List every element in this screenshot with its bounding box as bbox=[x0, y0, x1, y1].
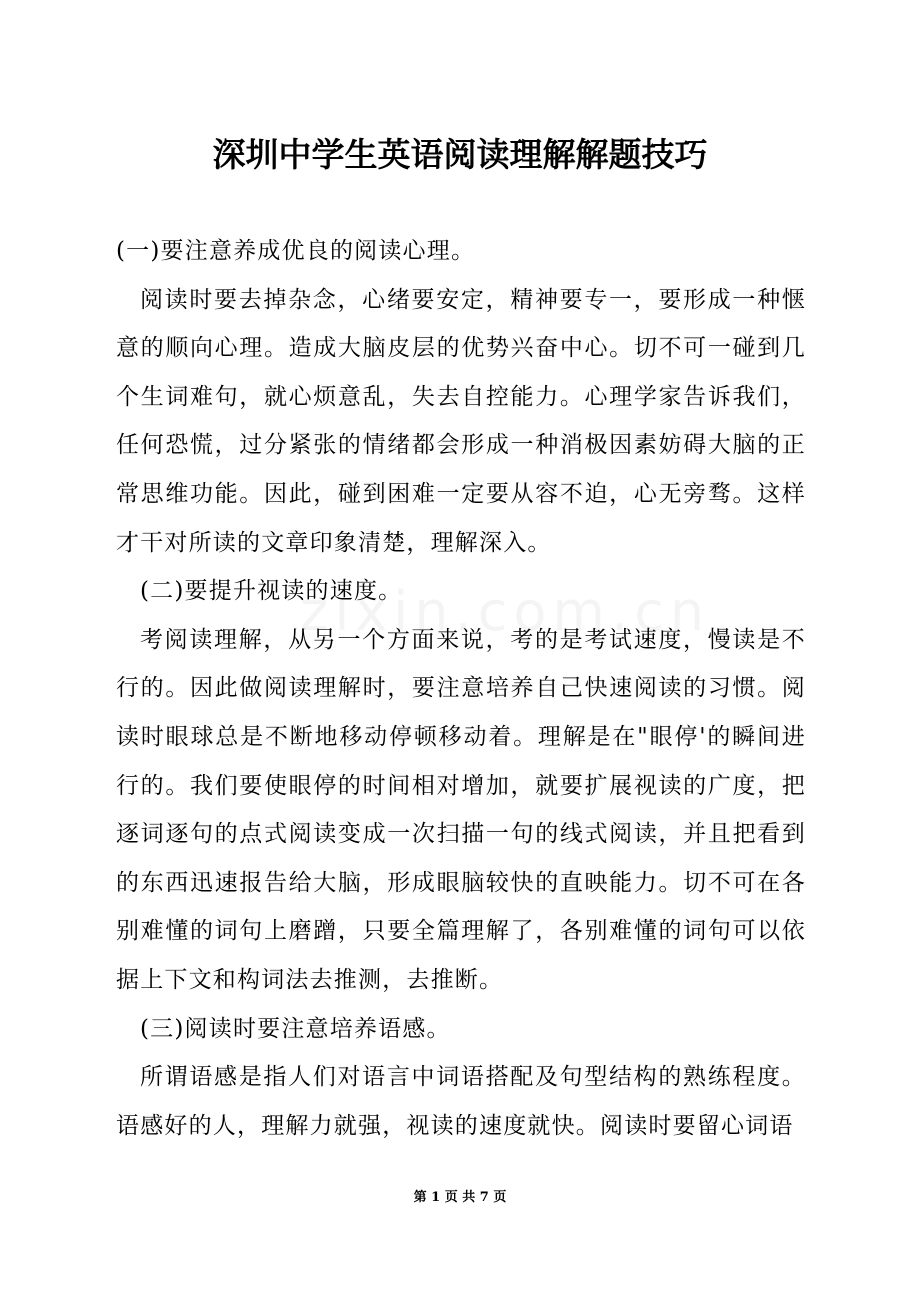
paragraph-1: 阅读时要去掉杂念，心绪要安定，精神要专一，要形成一种惬意的顺向心理。造成大脑皮层的优势兴奋中心。切不可一碰到几个生词难句，就心烦意乱，失去自控能力。心理学家告诉我们，任何恐慌，过分紧张的情绪都会形成一种消极因素妨碍大脑的正常思维功能。因此，碰到困难一定要从容不迫，心无旁骛。这样才干对所读的文章印象清楚，理解深入。 bbox=[116, 286, 806, 556]
document-title: 深圳中学生英语阅读理解解题技巧 bbox=[212, 135, 708, 174]
page-number-label: 第 1 页 共 7 页 bbox=[413, 1190, 507, 1205]
document-body bbox=[116, 227, 806, 1150]
paragraph-2: 考阅读理解，从另一个方面来说，考的是考试速度，慢读是不行的。因此做阅读理解时，要注意培养自己快速阅读的习惯。阅读时眼球总是不断地移动停顿移动着。理解是在"眼停'的瞬间进行的。我们要使眼停的时间相对增加，就要扩展视读的广度，把逐词逐句的点式阅读变成一次扫描一句的线式阅读，并且把看到的东西迅速报告给大脑，形成眼脑较快的直映能力。切不可在各别难懂的词句上磨蹭，只要全篇理解了，各别难懂的词句可以依据上下文和构词法去推测，去推断。 bbox=[116, 626, 806, 993]
section-heading-2: (二)要提升视读的速度。 bbox=[140, 578, 403, 605]
section-heading-1: (一)要注意养成优良的阅读心理。 bbox=[116, 238, 476, 264]
paragraph-3: 所谓语感是指人们对语言中词语搭配及句型结构的熟练程度。语感好的人，理解力就强，视读的速度就快。阅读时要留心词语 bbox=[116, 1064, 806, 1139]
section-heading-3: (三)阅读时要注意培养语感。 bbox=[140, 1015, 451, 1042]
page-footer bbox=[0, 1188, 920, 1208]
